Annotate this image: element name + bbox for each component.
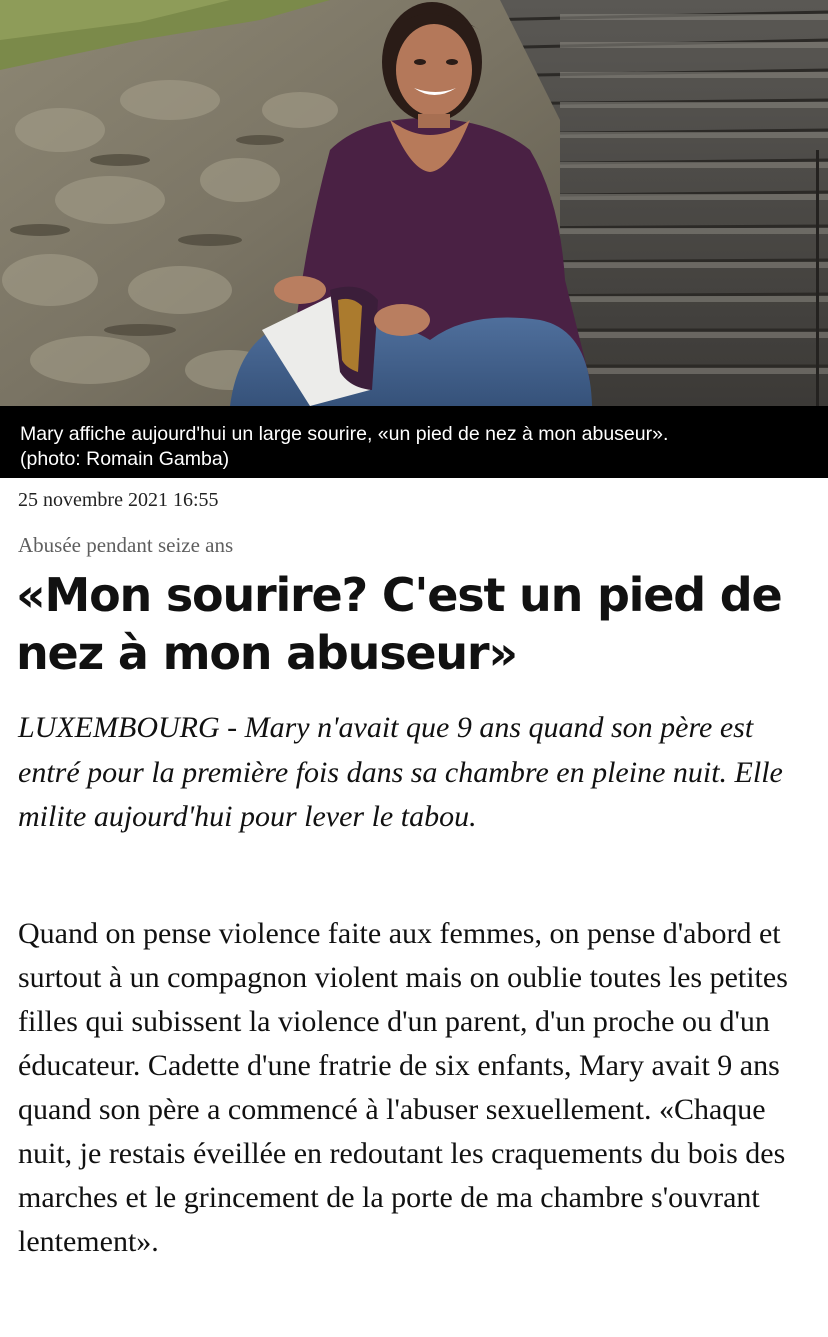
photo-caption-text: Mary affiche aujourd'hui un large sourire, «un pied de nez à mon abuseur». — [20, 423, 669, 445]
photo-credit: (photo: Romain Gamba) — [20, 448, 230, 470]
article-photo — [0, 0, 828, 406]
photo-caption — [0, 406, 828, 478]
article-date: 25 novembre 2021 16:55 — [18, 489, 219, 511]
article-body: Quand on pense violence faite aux femmes, on pense d'abord et surtout à un compagnon violent mais on oublie toutes les petites filles qui subissent la violence d'un parent, d'un proche ou d'un éducateur. Cadette d'une fratrie de six enfants, Mary avait 9 ans quand son père a commencé à l'abuser sexuellement. «Chaque nuit, je restais éveillée en redoutant les craquements du bois des marches et le grincement de la porte de ma chambre s'ouvrant lentement». — [18, 917, 788, 1258]
photo-illustration — [0, 0, 828, 406]
article-lead: LUXEMBOURG - Mary n'avait que 9 ans quand son père est entré pour la première fois dans sa chambre en pleine nuit. Elle milite aujourd'hui pour lever le tabou. — [18, 711, 783, 833]
article-title: «Mon sourire? C'est un pied de nez à mon abuseur» — [16, 568, 782, 680]
article-kicker: Abusée pendant seize ans — [18, 533, 234, 557]
